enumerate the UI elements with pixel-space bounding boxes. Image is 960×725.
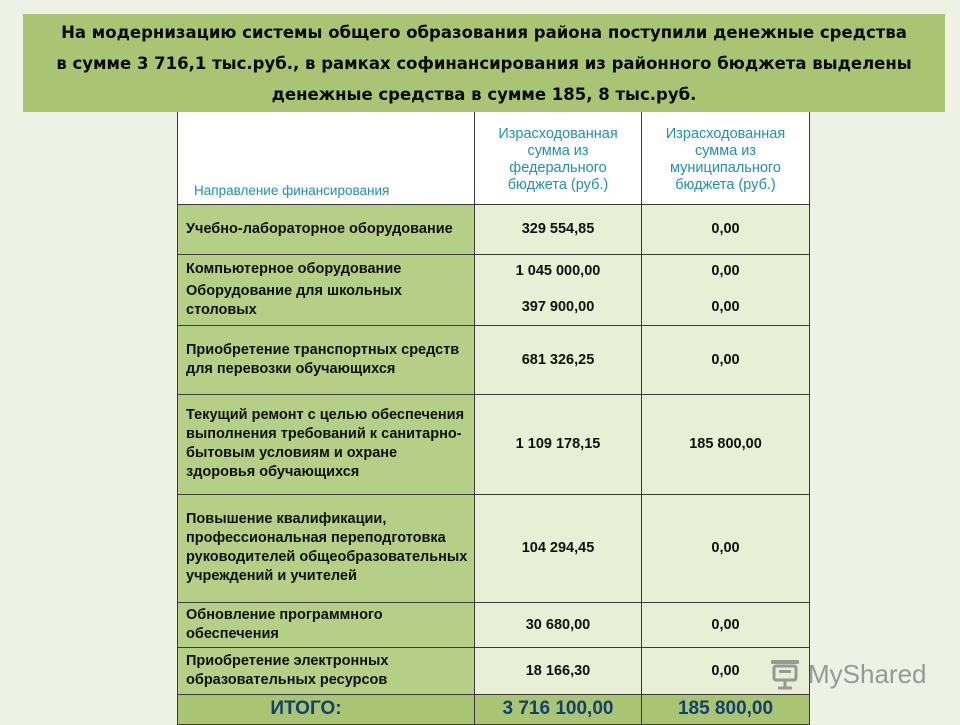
row-municipal: 0,00 [642,647,810,694]
header-federal: Израсходованная сумма из федерального бюджета (руб.) [475,112,642,204]
row-municipal: 0,00 [711,263,740,279]
table-row [178,394,810,494]
row-federal: 104 294,45 [475,494,642,602]
row-name: Повышение квалификации, профессиональная переподготовка руководителей общеобразовательных учреждений и учителей [178,494,475,602]
table-row [178,254,810,325]
table-header-row [178,112,810,204]
row-federal: 681 326,25 [475,325,642,394]
table-row [178,494,810,602]
row-name: Текущий ремонт с целью обеспечения выполнения требований к санитарно-бытовым условиям и охране здоровья обучающихся [178,394,475,494]
row-federal: 30 680,00 [475,602,642,647]
row-name: Приобретение транспортных средств для перевозки обучающихся [178,325,475,394]
row-federal-group [475,254,642,325]
row-federal: 329 554,85 [475,204,642,254]
total-municipal: 185 800,00 [642,694,810,724]
watermark-logo [768,656,927,692]
row-municipal-group [642,254,810,325]
row-name: Приобретение электронных образовательных ресурсов [178,647,475,694]
presentation-board-icon [768,657,802,691]
row-federal: 397 900,00 [521,299,595,315]
table-row [178,325,810,394]
table-row [178,647,810,694]
row-federal: 1 045 000,00 [515,263,601,279]
row-municipal: 0,00 [711,299,740,315]
total-federal: 3 716 100,00 [475,694,642,724]
row-name: Учебно-лабораторное оборудование [178,204,475,254]
table-row [178,204,810,254]
row-municipal: 0,00 [642,325,810,394]
header-municipal: Израсходованная сумма из муниципального бюджета (руб.) [642,112,810,204]
row-name: Оборудование для школьных столовых [186,282,402,318]
row-federal: 18 166,30 [475,647,642,694]
table-row [178,602,810,647]
watermark-text: MyShared [808,658,927,689]
row-federal: 1 109 178,15 [475,394,642,494]
row-name: Обновление программного обеспечения [178,602,475,647]
row-municipal: 0,00 [642,602,810,647]
funding-table [177,112,810,725]
row-name-group [178,254,475,325]
funding-table-container [177,112,809,720]
summary-banner [23,14,945,112]
row-municipal: 185 800,00 [642,394,810,494]
total-label: ИТОГО: [178,694,475,724]
row-name: Компьютерное оборудование [186,260,402,277]
summary-text: На модернизацию системы общего образования района поступили денежные средства в сумме 3 716,1 тыс.руб., в рамках софинансирования из районного бюджета выделены денежные средства в сумме 185, 8 тыс.руб. [56,22,912,104]
row-municipal: 0,00 [642,204,810,254]
header-direction: Направление финансирования [178,112,475,204]
row-municipal: 0,00 [642,494,810,602]
